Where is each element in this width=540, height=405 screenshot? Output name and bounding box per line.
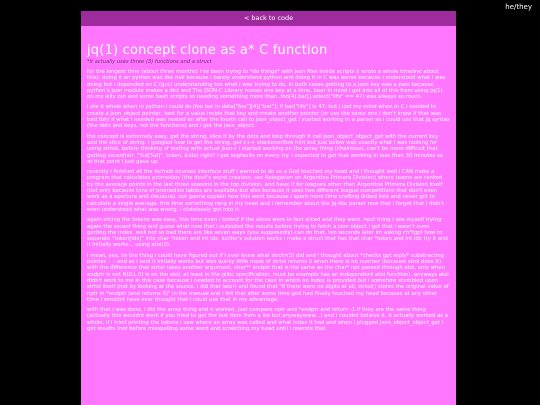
paragraph: again slicing the tokens was easy, this time even i tested if the slices were in fact sliced and they were. next thing i see myself trying again the sscanf thing and guess what now that i outputed the results before trying to fetch a json object i got that i wasn't even getting the index. well not so bad there are like seven ways (you supposedly) can do that, ten seconds later im asking ch*tgpt how to separate "token[idx]" into char *token and int idx. lucifer's solution works i make a struct that has that char *token and int idx try it and it initially works... using atoi(3). (87, 217, 448, 249)
pronouns-label: he/they (505, 3, 532, 11)
post-title: jq(1) concept clone as a* C function (87, 43, 328, 58)
post-content (81, 26, 456, 332)
post-subtitle: *it actually uses three (3) functions and a struct (87, 59, 212, 65)
paragraph: the concept is extremely easy, get the string, slice it by the dots and loop through it call json_object_object_get with the current key and the slice of string. i googled how to get the string, got c++ stackoverflow hint but just below was exactly what i was looking for using strtok. before thinking of testing with actual json-c i started working on the array thing (chainless), can't be more difficult that getting sscanf(str, "%d[%d]", token, &idx) right? i got segfaults on every try. i expected to get that working in less than 30 minutes so at that point i just gave up. (87, 133, 444, 165)
back-to-code-link[interactable]: < back to code (81, 11, 456, 26)
page-container (81, 11, 456, 405)
paragraph: for the longest time (about three months) i've been trying to *do things* with json files inside scripts (i wrote a whole timeline about this). doing it on python was like hell because i barely understood python and doing it in C was worse because i understood what i was doing but i depended on C (gcc) understanding too what i was trying to do. in both cases getting to a json key was a pain because python's json module makes a dict and The JSON-C Library moves one key at a time. bear in mind i got into all of this from using jq(1) on my silly zsh and some bash scripts so needing something more than .foo[4].bar[].select("life" == 47) was always so much. (87, 69, 446, 101)
paragraph: i ate it whole when in python i could do jfoo bar in data["foo"][4]["bar"]: if bar["life"] is 47: but i lost my mind when in C i needed to create a json_object pointer, look for a value inside that key and create another pointer (or use the same one i don't know if that was bad tbh) if what i needed was nested on after the fourth call to json_object_get i started working in a parser so i could use that jq syntax (the dots and keys, not the functions) and i got the json_object. (87, 104, 450, 130)
paragraph: i mean, yes, its the thing i could have figured out if i ever knew what strchr(3) did and i thought about *checks gpt reply* substracting pointer. -_- and as i said it initially works but also quirky little mask of strtol returns 0 when there is no number (because strol does it) with the difference that strtol takes another argument, char** endptr that is the same as the char* npt passed through atoi, only when endptr is not NULL (it is on the atoi, at least in the glibc specification, must be example has an independent atoi function). anyways atoi didn't work to me in this case because i needed to account for the case in which no index is provided but i somehow stumbled upon strtol itself (not by looking at the source. i did that later) and found that "if there were no digits at all, strtol() stores the original value of nptr in *endptr (and returns 0)" in the manual and i fell that after some time god had finally touched my head because at any other time i wouldnt have ever thought that i could use that in my advantage. (87, 252, 449, 303)
paragraph: recently i finished all the fortnob ncurses interface stuff i wanted to do so a God touched my head and i thought well i CAN make a program that calculates promedios (the devil's worst creation, see Relegation on Argentine Primera Division) where teams are ranked by the average points in the last three seasons in the top division, and have it for leagues other than Argentine Primera Division itself (not only because tons of promedios tables are available but also because it uses two different league competitions that don't even work as a apertura and clausura). not gonna explain how this went because i spent more time crafting linked lists and never got to calculate a single average. this time something rang in my head and i remember about the jq-like parser now that i forgot that i didn't even understood what was wrong. i clutelessly got into it. (87, 169, 445, 213)
paragraph: with that i was done, i did the array thing and it worked, just compare nptr and *endptr and return -1 if they are the same thing (actually this wouldnt work if you tried to get the last item from a list but anywaywww...) and i couldnt believe it. it actually worked as a whole, if i tried printing the tokens i saw where an array was called and what index it had and when i plugged json_object_object_get i got results (not before misspelling some word and scratching my head until i rewrote that (87, 307, 448, 332)
